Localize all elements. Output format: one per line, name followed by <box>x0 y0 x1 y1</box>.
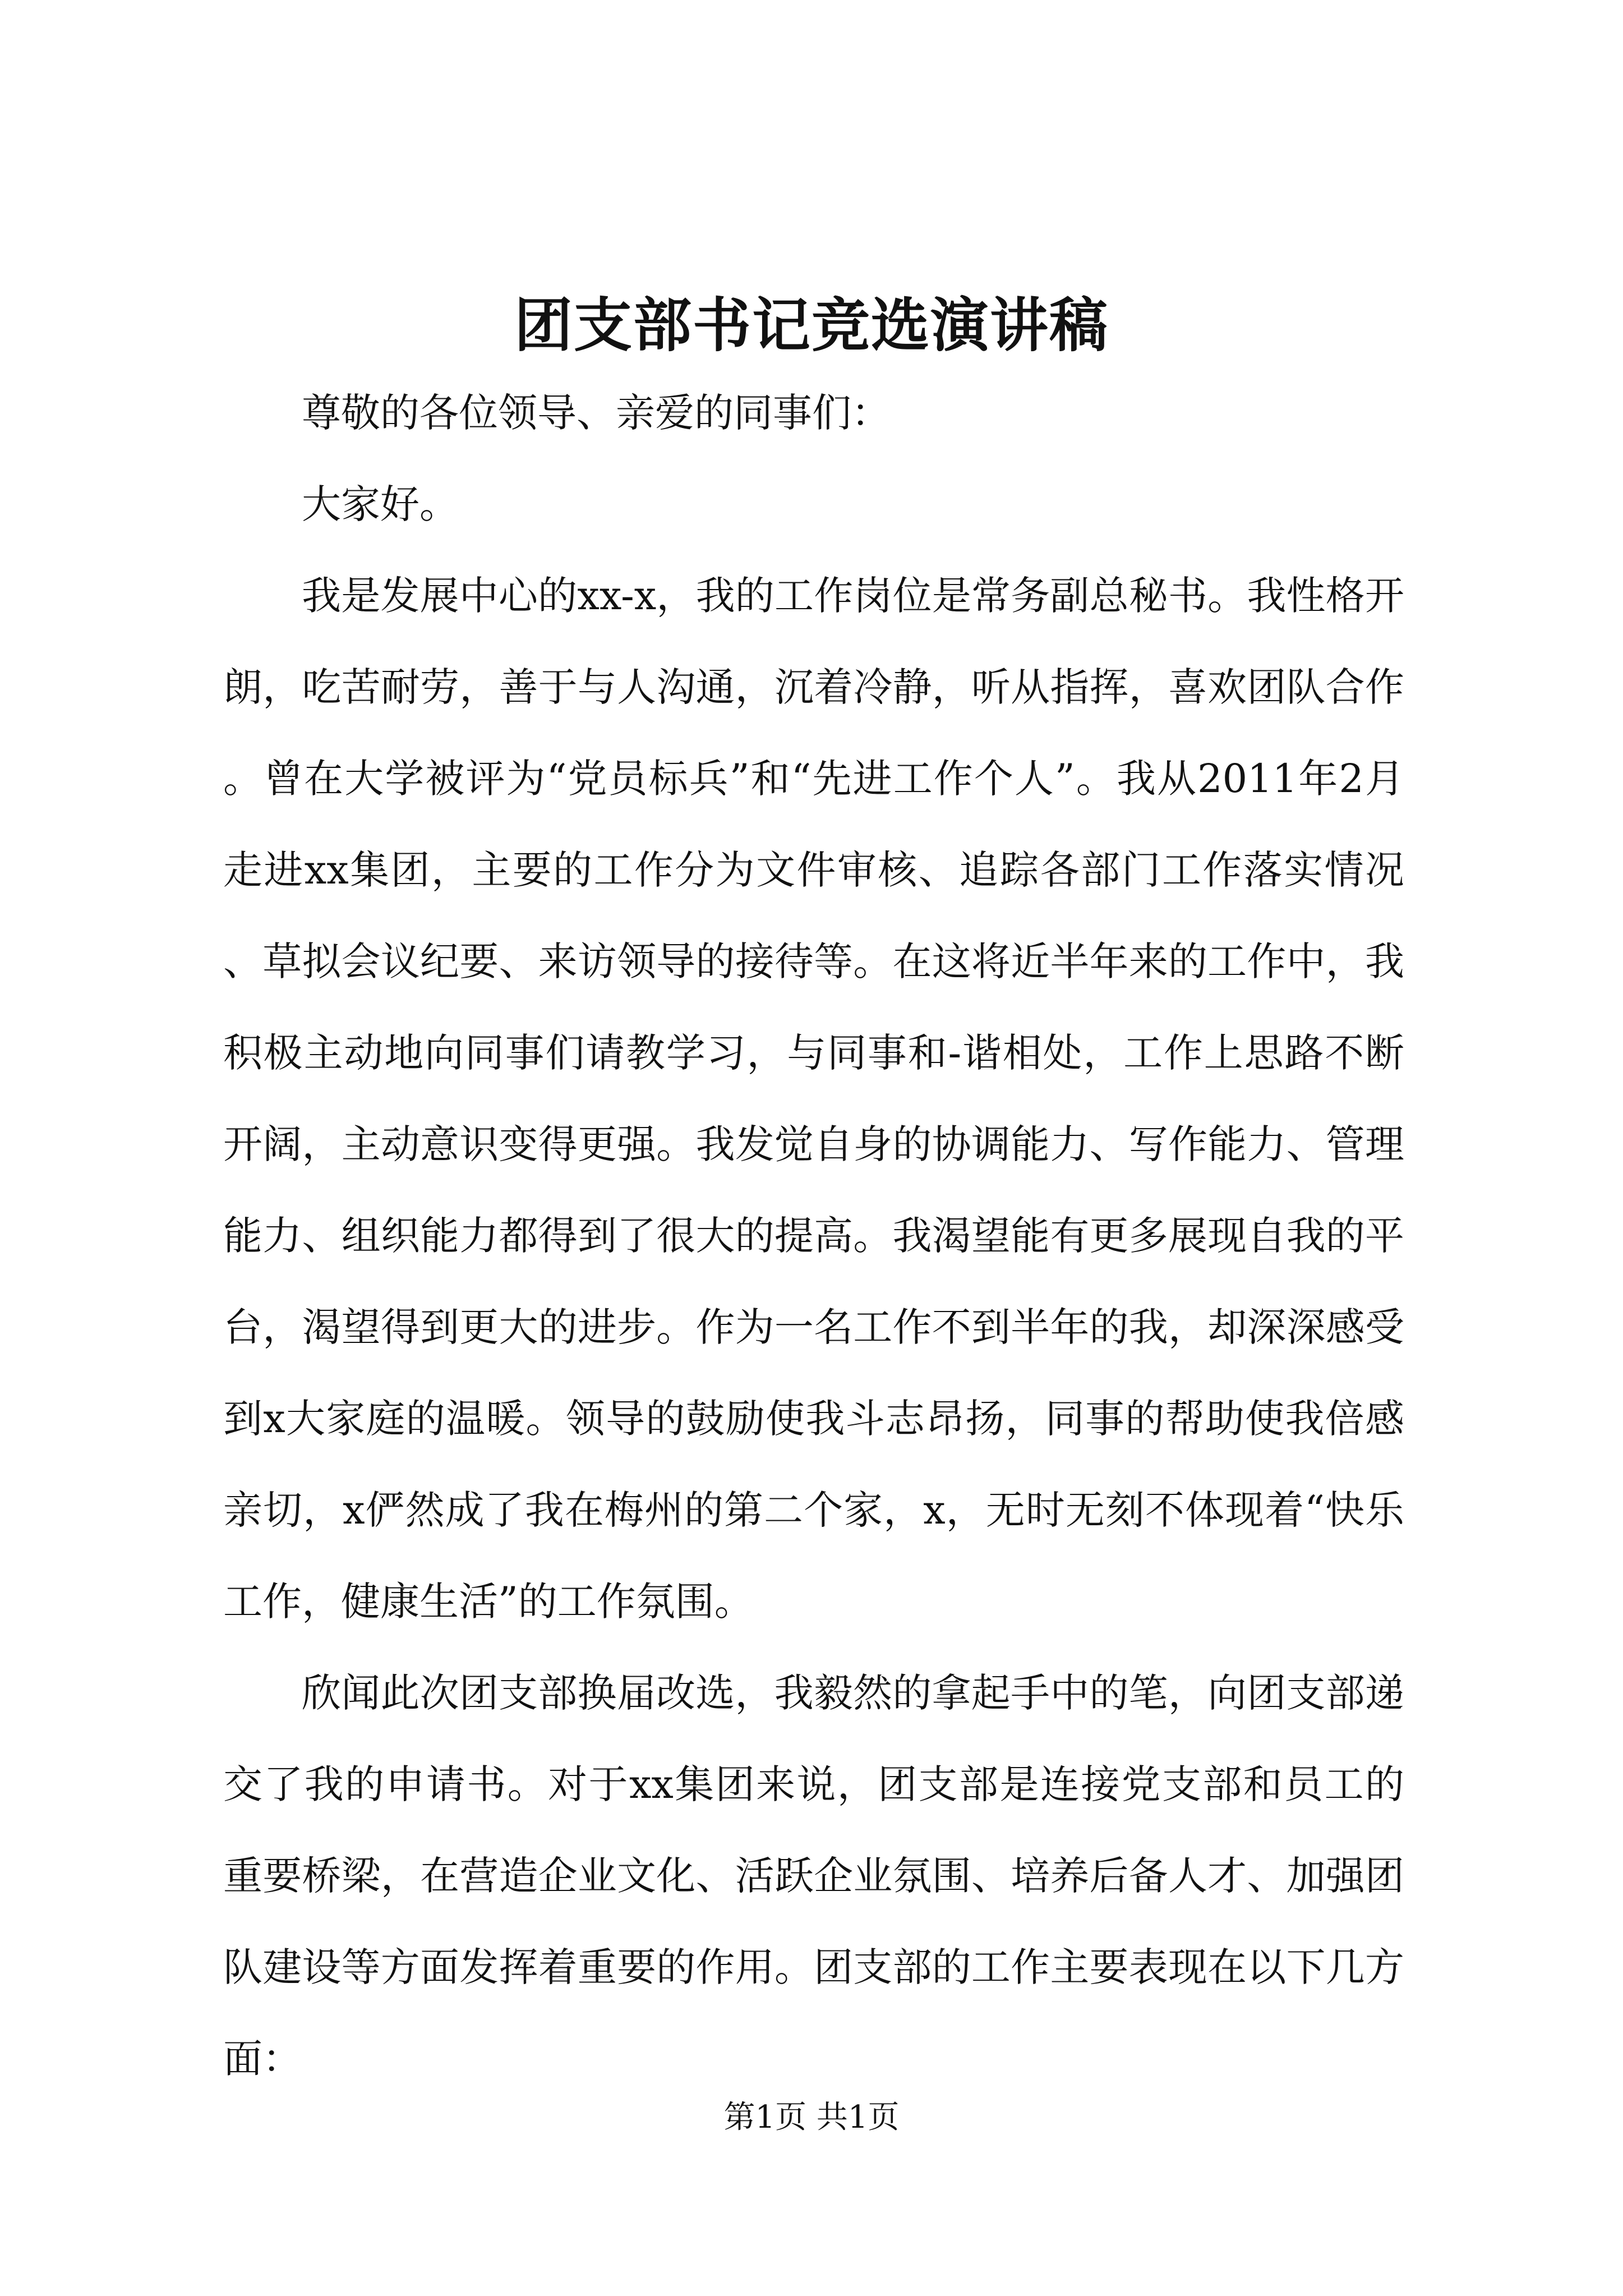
document-body <box>223 367 1404 2105</box>
application-paragraph: 欣闻此次团支部换届改选，我毅然的拿起手中的笔，向团支部递交了我的申请书。对于xx集团来说，团支部是连接党支部和员工的重要桥梁，在营造企业文化、活跃企业氛围、培养后备人才、加强团队建设等方面发挥着重要的作用。团支部的工作主要表现在以下几方面： <box>223 1670 1404 2082</box>
page-number-footer: 第1页 共1页 <box>723 2099 900 2136</box>
document-title: 团支部书记竞选演讲稿 <box>514 291 1109 360</box>
self-introduction-paragraph: 我是发展中心的xx-x，我的工作岗位是常务副总秘书。我性格开朗，吃苦耐劳，善于与人沟通，沉着冷静，听从指挥，喜欢团队合作。曾在大学被评为“党员标兵”和“先进工作个人”。我从2011年2月走进xx集团，主要的工作分为文件审核、追踪各部门工作落实情况、草拟会议纪要、来访领导的接待等。在这将近半年来的工作中，我积极主动地向同事们请教学习，与同事和-谐相处，工作上思路不断开阔，主动意识变得更强。我发觉自身的协调能力、写作能力、管理能力、组织能力都得到了很大的提高。我渴望能有更多展现自我的平台，渴望得到更大的进步。作为一名工作不到半年的我，却深深感受到x大家庭的温暖。领导的鼓励使我斗志昂扬，同事的帮助使我倍感亲切，x俨然成了我在梅州的第二个家，x，无时无刻不体现着“快乐工作，健康生活”的工作氛围。 <box>223 573 1404 1625</box>
greeting-paragraph: 大家好。 <box>302 481 459 527</box>
salutation-paragraph: 尊敬的各位领导、亲爱的同事们： <box>302 390 891 436</box>
